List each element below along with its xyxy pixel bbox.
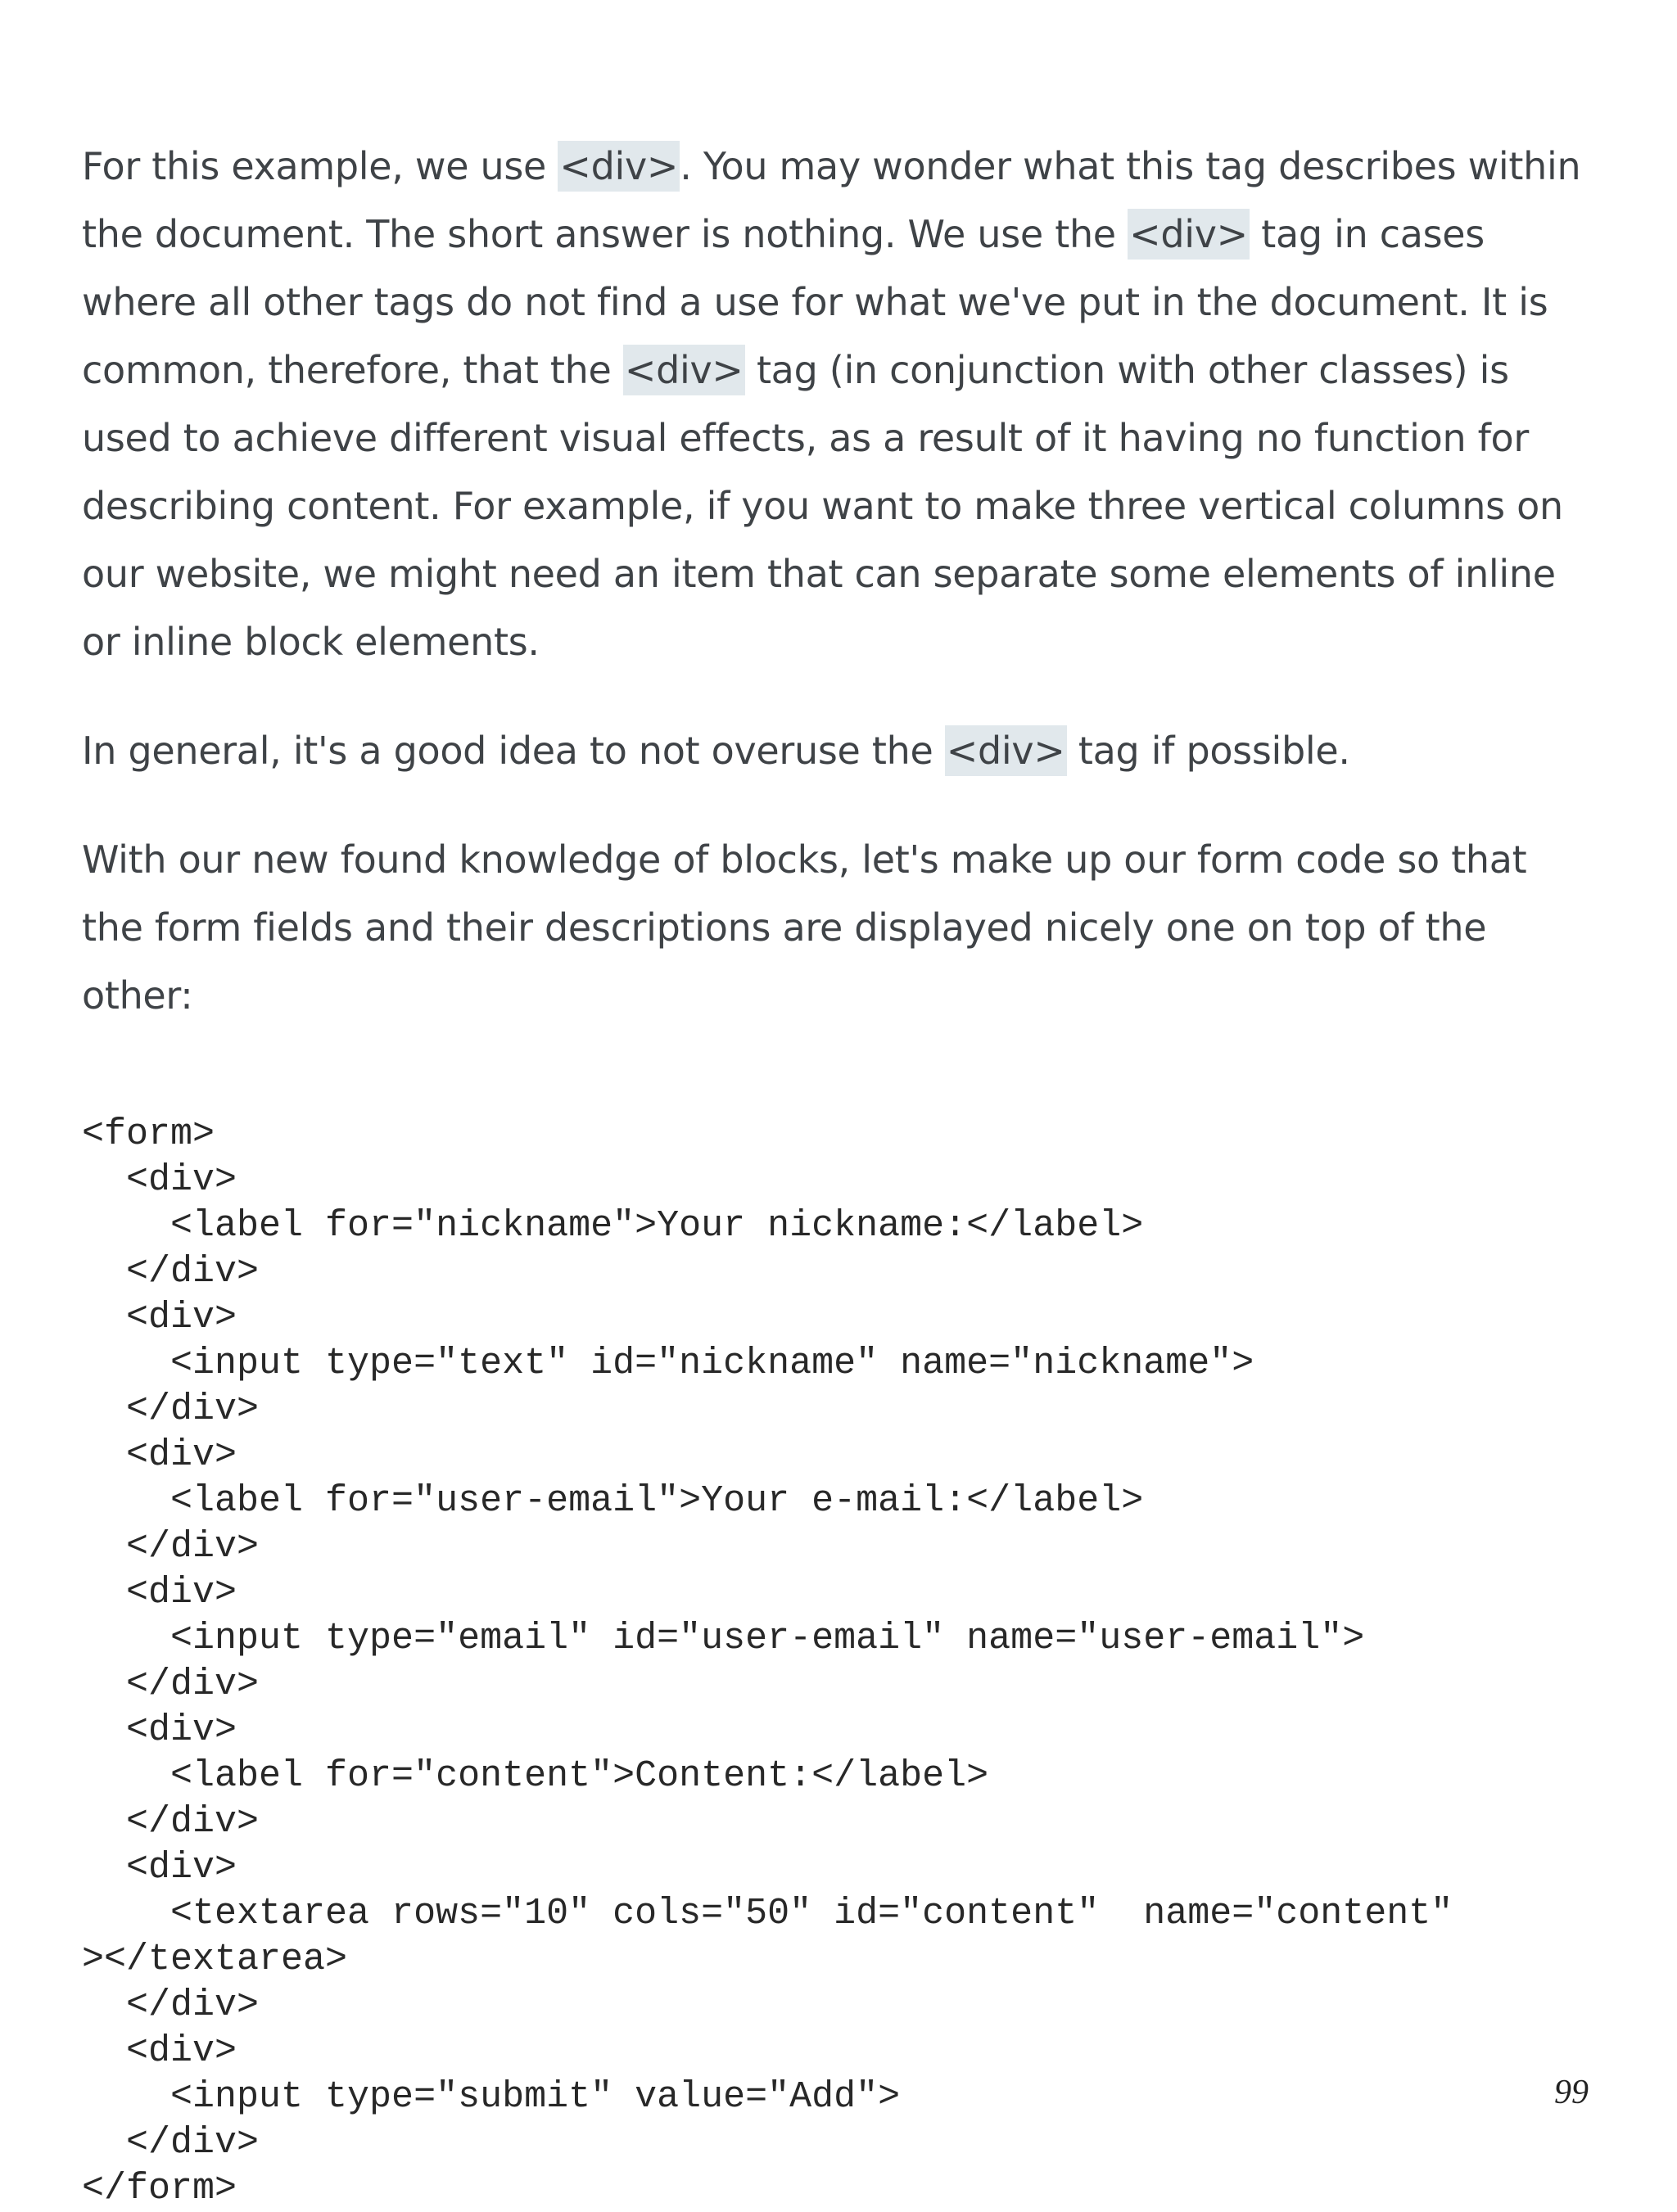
code-line: </div> bbox=[82, 1251, 260, 1293]
paragraph-div-explanation bbox=[82, 133, 1589, 676]
paragraph-overuse-advice bbox=[82, 717, 1589, 785]
inline-code-div: <div> bbox=[1128, 209, 1250, 260]
code-line: <div> bbox=[82, 1847, 237, 1889]
code-line: </div> bbox=[82, 1984, 260, 2026]
text-run: tag in cases where all other tags do not find a use for what we've put in the document. It is common, therefore, that the bbox=[82, 212, 1548, 392]
code-block bbox=[82, 1112, 1589, 2212]
text-run: With our new found knowledge of blocks, let's make up our form code so that the form fields and their descriptions are displayed nicely one on top of the other: bbox=[82, 837, 1527, 1018]
code-line: </div> bbox=[82, 1801, 260, 1843]
code-line: <label for="content">Content:</label> bbox=[82, 1755, 989, 1797]
code-line: <div> bbox=[82, 2030, 237, 2072]
code-line: </div> bbox=[82, 1388, 260, 1430]
code-line: <input type="submit" value="Add"> bbox=[82, 2076, 901, 2118]
code-line: <label for="user-email">Your e-mail:</label> bbox=[82, 1480, 1144, 1522]
page-number: 99 bbox=[1554, 2074, 1589, 2111]
inline-code-div: <div> bbox=[945, 725, 1067, 776]
code-line: <div> bbox=[82, 1297, 237, 1338]
code-line: </div> bbox=[82, 1526, 260, 1568]
code-line: <form> bbox=[82, 1113, 215, 1155]
body-text bbox=[82, 133, 1589, 1030]
code-line: <div> bbox=[82, 1434, 237, 1476]
text-run: . You may wonder what this tag describes within the document. The short answer is nothing. We use the bbox=[82, 144, 1581, 256]
text-run: In general, it's a good idea to not overuse the bbox=[82, 729, 945, 773]
code-line: </form> bbox=[82, 2168, 237, 2210]
code-line: <div> bbox=[82, 1159, 237, 1201]
code-line: <div> bbox=[82, 1709, 237, 1751]
inline-code-div: <div> bbox=[623, 345, 745, 395]
code-line: </div> bbox=[82, 2122, 260, 2164]
text-run: tag (in conjunction with other classes) is used to achieve different visual effects, as a result of it having no function for describing content. For example, if you want to make three vertical columns on our website, we might need an item that can separate some elements of inline or inline block elements. bbox=[82, 348, 1563, 664]
code-line: </div> bbox=[82, 1664, 260, 1705]
code-line: <label for="nickname">Your nickname:</label> bbox=[82, 1205, 1144, 1247]
code-line: <div> bbox=[82, 1572, 237, 1614]
inline-code-div: <div> bbox=[558, 141, 680, 192]
code-line: <input type="email" id="user-email" name="user-email"> bbox=[82, 1618, 1365, 1659]
text-run: tag if possible. bbox=[1066, 729, 1350, 773]
paragraph-form-intro bbox=[82, 826, 1589, 1030]
code-line: ></textarea> bbox=[82, 1939, 348, 1980]
text-run: For this example, we use bbox=[82, 144, 558, 188]
code-line: <input type="text" id="nickname" name="nickname"> bbox=[82, 1343, 1254, 1384]
code-line: <textarea rows="10" cols="50" id="content" name="content" bbox=[82, 1893, 1453, 1934]
